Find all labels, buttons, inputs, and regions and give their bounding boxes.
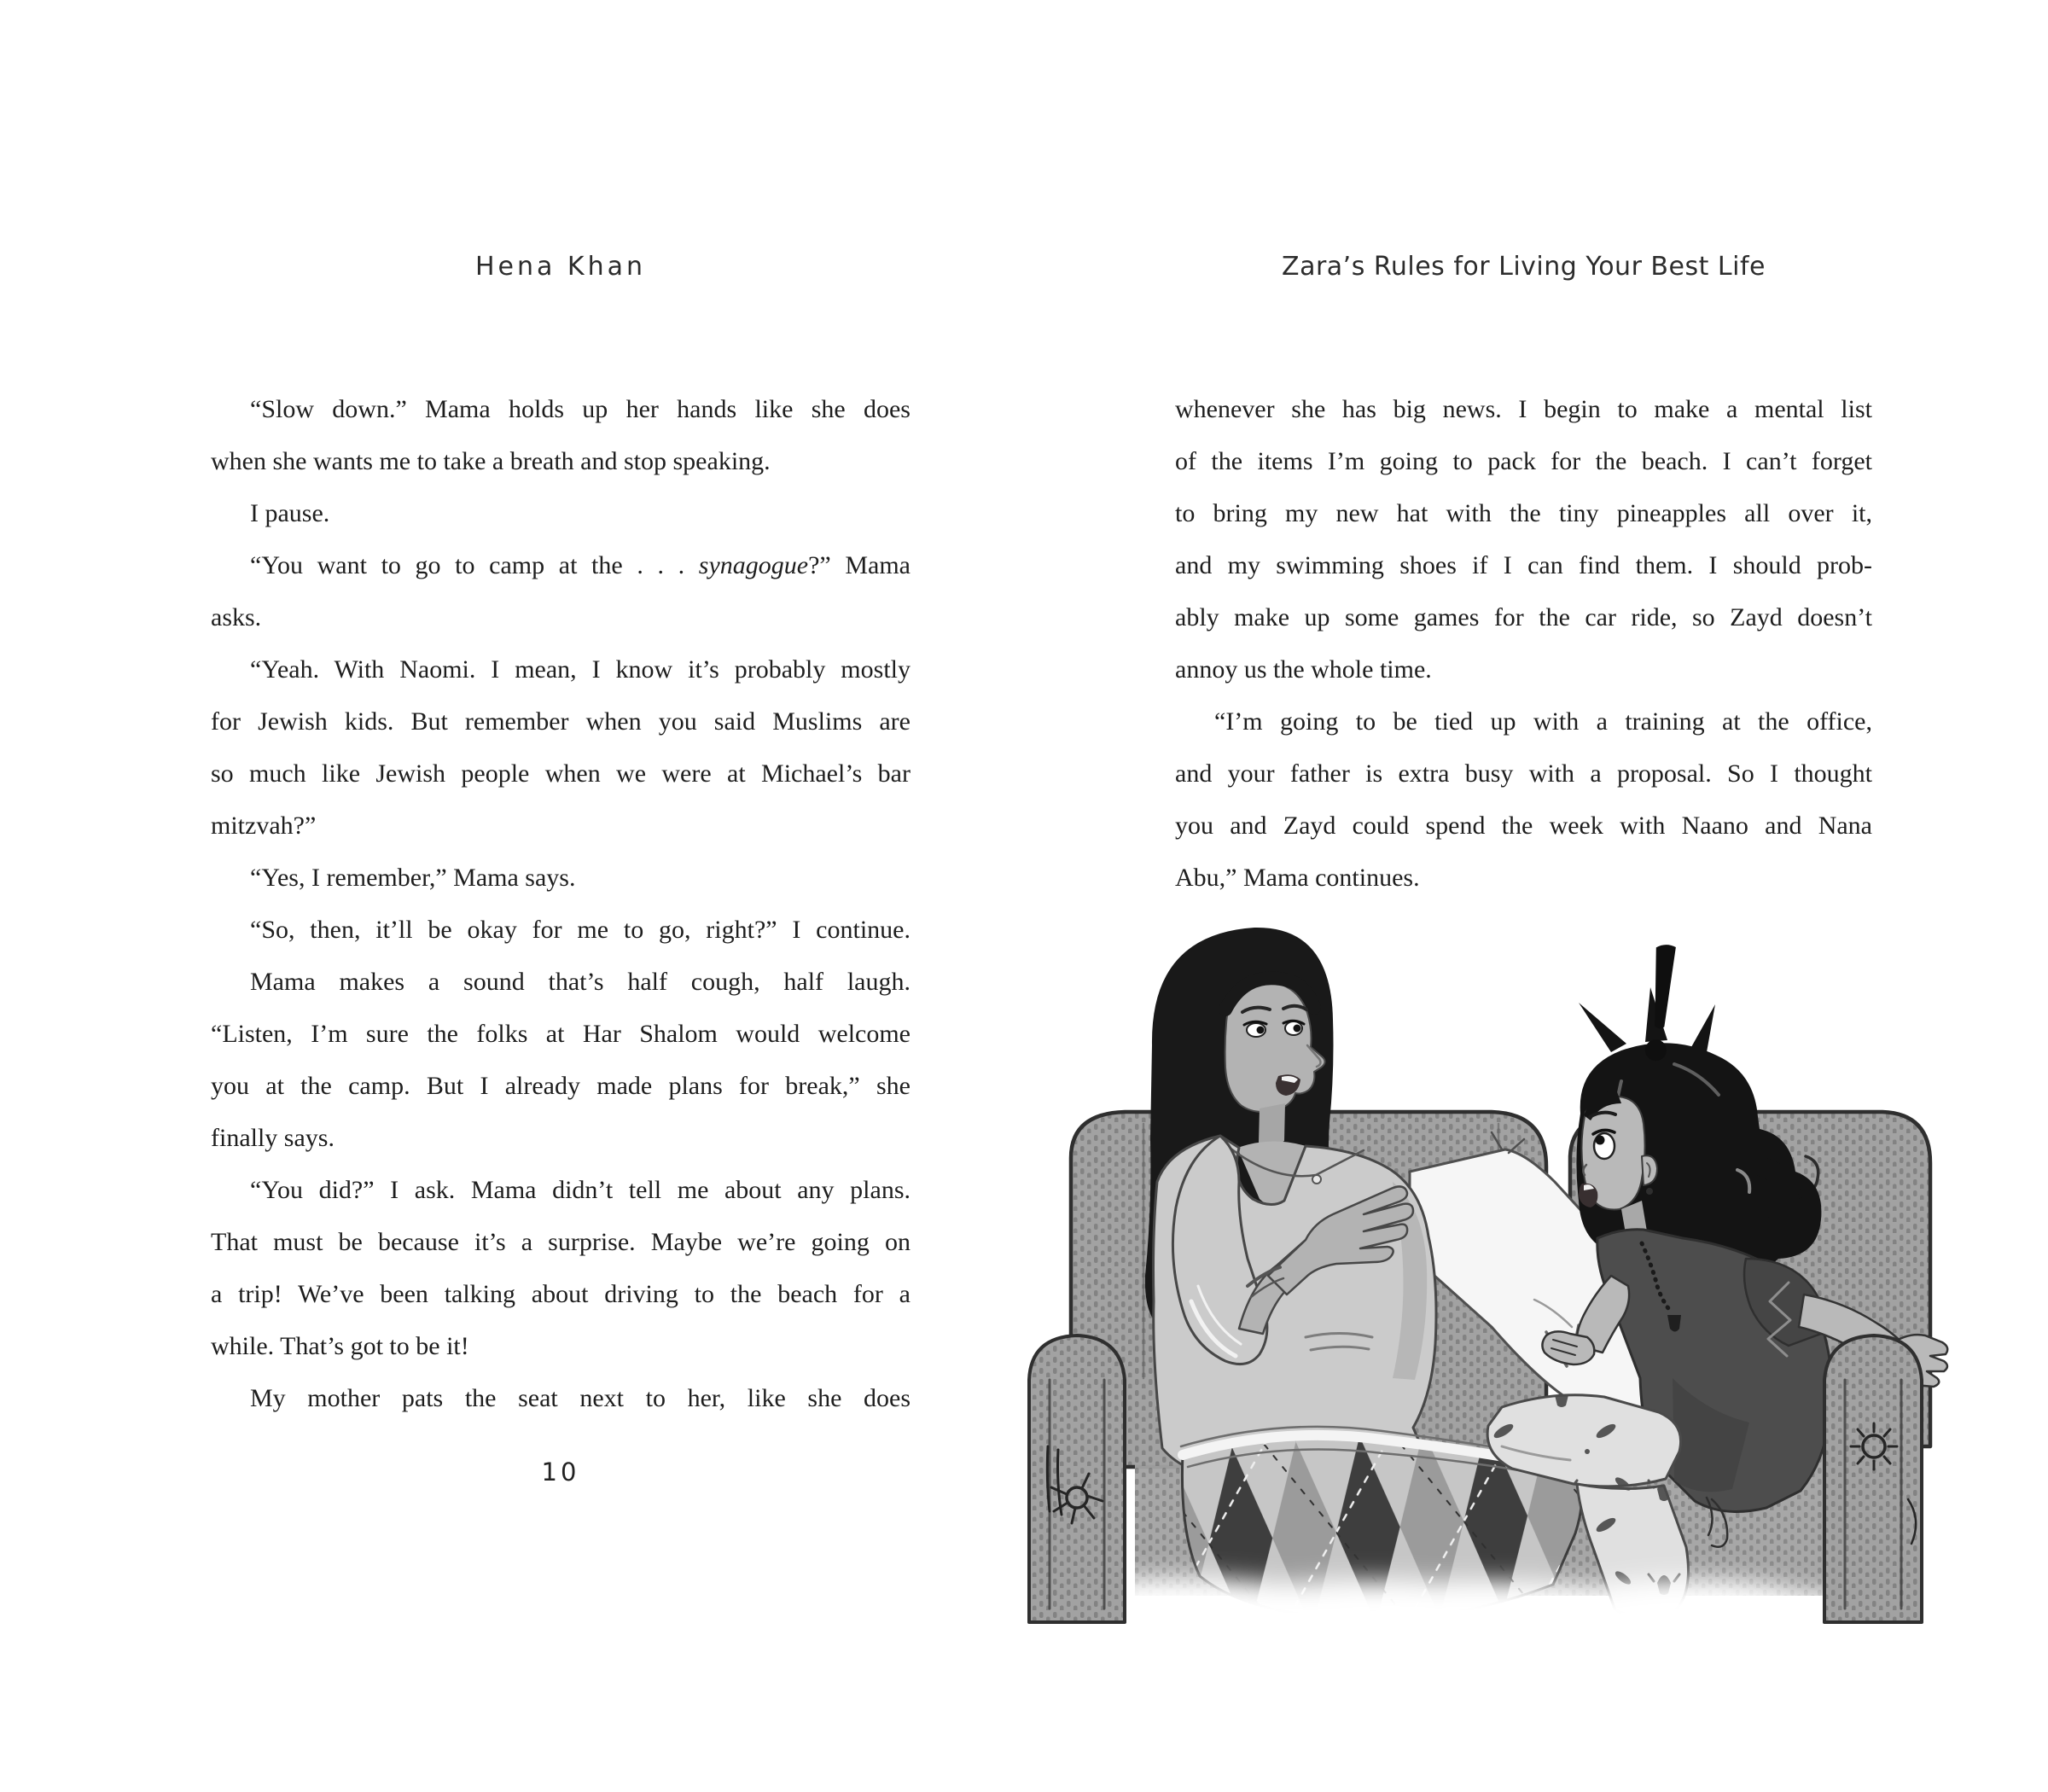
running-head-author: Hena Khan [474,252,647,282]
text-line: you at the camp. But I already made plans for break,” she [211,1072,911,1100]
page-number: 10 [541,1457,580,1487]
text-line: whenever she has big news. I begin to make a mental list [1175,395,1872,423]
text-line: “Slow down.” Mama holds up her hands like she does [250,395,911,423]
text-segment: “You want to go to camp at the . . . [250,551,699,579]
text-line: My mother pats the seat next to her, like she does [250,1384,911,1412]
text-line: “You did?” I ask. Mama didn’t tell me about any plans. [250,1176,911,1204]
text-line: a trip! We’ve been talking about driving to the beach for a [211,1280,911,1308]
text-line: to bring my new hat with the tiny pineapples all over it, [1175,499,1872,527]
text-line: Mama makes a sound that’s half cough, half laugh. [250,968,911,996]
text-line: you and Zayd could spend the week with Naano and Nana [1175,812,1872,840]
right-page-text [1175,383,1872,904]
illustration-svg [1024,900,1963,1651]
text-line: annoy us the whole time. [1175,655,1432,684]
text-line: That must be because it’s a surprise. Maybe we’re going on [211,1228,911,1256]
text-line: and your father is extra busy with a proposal. So I thought [1175,759,1872,788]
text-line [211,539,911,591]
text-line: “So, then, it’ll be okay for me to go, right?” I continue. [250,916,911,944]
left-page-text [211,383,911,1424]
armrest-left [1029,1335,1125,1622]
text-line: “Yes, I remember,” Mama says. [250,864,576,892]
armrest-right [1824,1335,1922,1622]
text-line: asks. [211,603,262,631]
text-line: “Yeah. With Naomi. I mean, I know it’s probably mostly [250,655,911,684]
text-segment: ?” Mama [808,551,911,579]
text-line: ably make up some games for the car ride, so Zayd doesn’t [1175,603,1872,631]
running-head-title: Zara’s Rules for Living Your Best Life [1282,252,1766,282]
text-line: for Jewish kids. But remember when you said Muslims are [211,707,911,736]
text-line: while. That’s got to be it! [211,1332,469,1360]
text-line: when she wants me to take a breath and stop speaking. [211,447,771,475]
italic-word: synagogue [698,551,809,579]
illustration [1024,900,1963,1651]
text-line: I pause. [250,499,330,527]
text-line: “I’m going to be tied up with a training at the office, [1214,707,1872,736]
text-line: so much like Jewish people when we were at Michael’s bar [211,759,911,788]
text-line: “Listen, I’m sure the folks at Har Shalom would welcome [211,1020,911,1048]
text-line: mitzvah?” [211,812,317,840]
text-line: of the items I’m going to pack for the beach. I can’t forget [1175,447,1872,475]
text-line: Abu,” Mama continues. [1175,864,1420,892]
text-line: and my swimming shoes if I can find them. I should prob- [1175,551,1872,579]
earring [1646,1188,1653,1195]
text-line: finally says. [211,1124,335,1152]
